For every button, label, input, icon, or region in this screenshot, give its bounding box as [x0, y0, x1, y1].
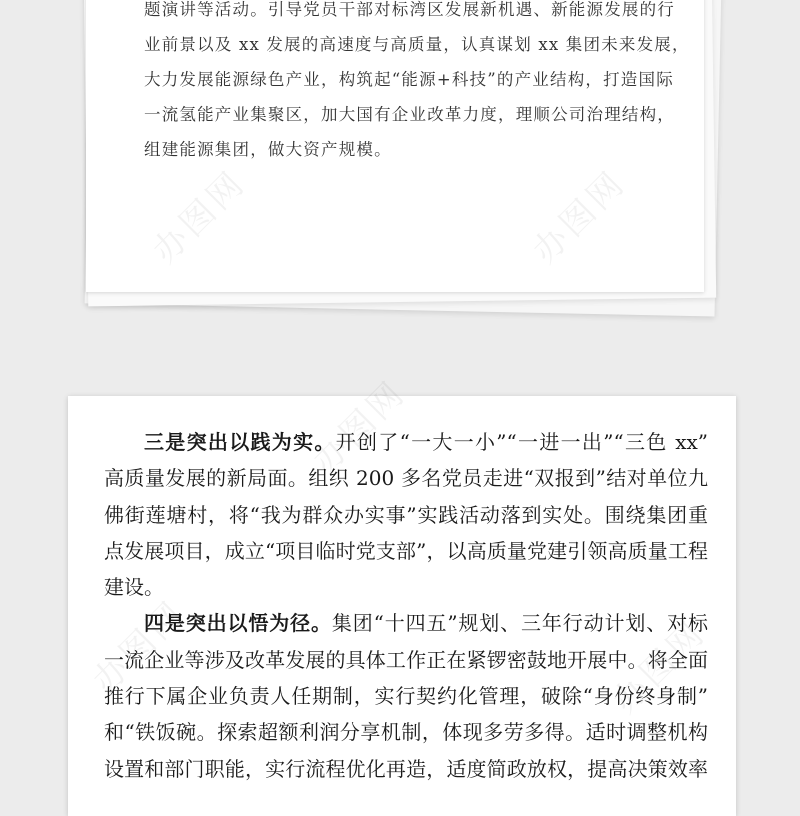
paragraph-practice [104, 424, 708, 605]
paragraph-first-rest: 开创了“一大一小”“一进一出”“三色 xx” [335, 430, 709, 454]
paragraph-lead: 三是突出以践为实。 [144, 430, 336, 454]
text-line: 一流氢能产业集聚区，加大国有企业改革力度，理顺公司治理结构， [144, 105, 675, 124]
bottom-document-page [68, 396, 736, 816]
paragraph-lead: 四是突出以悟为径。 [144, 611, 332, 636]
text-line: 佛街莲塘村，将“我为群众办实事”实践活动落到实处。围绕集团重 [104, 502, 708, 527]
text-line: 高质量发展的新局面。组织 200 多名党员走进“双报到”结对单位九 [104, 466, 708, 491]
text-line: 业前景以及 xx 发展的高速度与高质量，认真谋划 xx 集团未来发展， [144, 35, 690, 54]
paragraph-first-rest: 集团“十四五”规划、三年行动计划、对标 [331, 611, 709, 636]
text-line: 推行下属企业负责人任期制，实行契约化管理，破除“身份终身制” [104, 684, 708, 709]
text-line: 一流企业等涉及改革发展的具体工作正在紧锣密鼓地开展中。将全面 [104, 647, 708, 672]
bottom-page-text [104, 424, 708, 787]
top-page-text [144, 0, 690, 167]
paragraph-first-line [104, 605, 708, 641]
text-line: 点发展项目，成立“项目临时党支部”，以高质量党建引领高质量工程 [104, 538, 708, 563]
text-line: 大力发展能源绿色产业，构筑起“能源+科技”的产业结构，打造国际 [144, 70, 674, 89]
text-line: 建设。 [104, 575, 164, 600]
paragraph-first-line [104, 424, 708, 460]
text-line: 设置和部门职能，实行流程优化再造，适度简政放权，提高决策效率 [104, 756, 708, 781]
paragraph-insight [104, 605, 708, 786]
text-line: 和“铁饭碗。探索超额利润分享机制，体现多劳多得。适时调整机构 [104, 720, 708, 745]
text-line: 题演讲等活动。引导党员干部对标湾区发展新机遇、新能源发展的行 [144, 0, 675, 19]
text-line: 组建能源集团，做大资产规模。 [144, 140, 392, 159]
top-document-page [86, 0, 704, 292]
